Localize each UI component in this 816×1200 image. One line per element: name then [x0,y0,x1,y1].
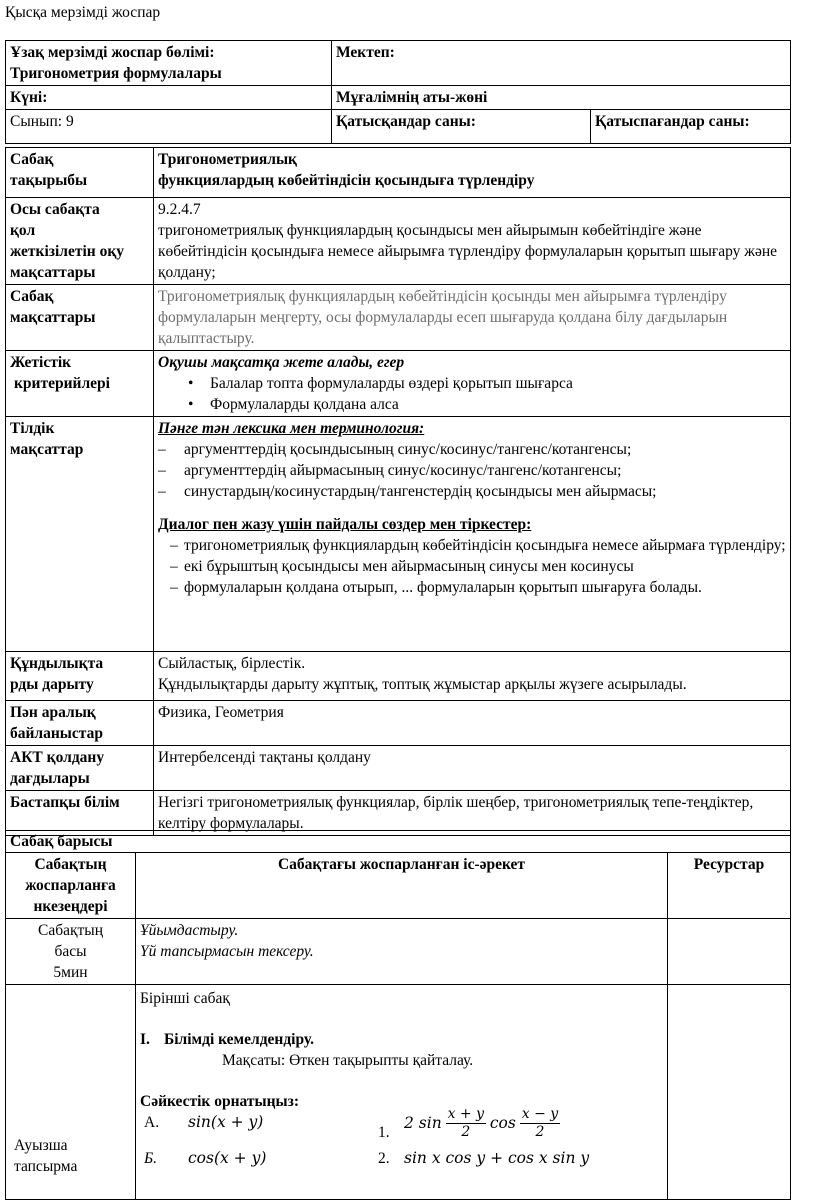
start-stage-1: Сабақтың [38,922,103,939]
stage-header-2: жоспарланға [25,877,116,894]
aim-text: Мақсаты: Өткен тақырыпты қайталау. [222,1052,474,1069]
prior-label: Бастапқы білім [6,791,154,836]
criteria-heading: Оқушы мақсатқа жете алады, егер [158,354,405,371]
objectives-text: тригонометриялық функциялардың қосындысы мен айырымын көбейтіндіге және көбейтіндісін қосындыға немесе айырымға түрлендіру формулаларын қорытып шығару және қолдану; [158,222,778,281]
stage-header-3: нкезеңдері [33,898,108,915]
present-label: Қатысқандар саны: [332,110,591,144]
values-value [154,652,791,701]
section-value: Тригонометрия формулалары [10,65,222,82]
criteria-label-2: критерийлері [14,375,110,392]
ict-label-1: АКТ қолдану [10,749,105,766]
values-line-1: Сыйластық, бірлестік. [158,655,306,672]
formula-2: sin x cos y + cos x sin y [404,1149,590,1167]
phrases-list [158,535,786,598]
section-number: I. [140,1031,150,1048]
criteria-value [154,351,791,417]
language-label-1: Тілдік [10,420,55,437]
cross-label [6,701,154,746]
fraction-1 [446,1106,486,1141]
start-activity [136,919,668,985]
stage-header [6,853,136,919]
option-a-expr: sin(x + y) [188,1113,264,1131]
objectives-value [154,198,791,285]
objectives-code: 9.2.4.7 [158,201,201,218]
option-b-label: Б. [144,1150,158,1167]
fraction-1-numerator: x + y [447,1106,484,1122]
list-item: – аргументтердің қосындысының синус/косинус/тангенс/котангенсы; [158,439,786,460]
ict-value: Интербелсенді тақтаны қолдану [154,746,791,791]
date-label: Күні: [6,86,332,110]
cross-label-2: байланыстар [10,725,103,742]
absent-label: Қатыспағандар саны: [591,110,791,144]
document-title: Қысқа мерзімді жоспар [5,4,161,21]
values-line-2: Құндылықтарды дарыту жұптық, топтық жұмыстар арқылы жүзеге асырылады. [158,676,687,693]
list-item: – екі бұрыштың қосындысы мен айырмасының синусы мен косинусы [158,556,786,577]
fraction-2-denominator: 2 [535,1124,545,1140]
section-cell [6,41,332,86]
oral-stage [6,985,136,1200]
start-line-1: Ұйымдастыру. [140,922,239,939]
cross-label-1: Пән аралық [10,704,96,721]
progress-table [5,830,791,1200]
formula-1 [404,1106,560,1141]
progress-title: Сабақ барысы [6,831,791,853]
start-line-2: Үй тапсырмасын тексеру. [140,943,314,960]
objectives-label [6,198,154,285]
match-row-b [140,1148,663,1178]
topic-value-2: функциялардың көбейтіндісін қосындыға түрлендіру [158,172,535,189]
list-item: • Балалар топта формулаларды өздері қорытып шығарса [158,373,786,394]
teacher-label: Мұғалімнің аты-жөні [332,86,791,110]
start-resources [668,919,791,985]
section-title: Білімді кемелдендіру. [164,1031,314,1048]
oral-activity [136,985,668,1200]
phrases-heading: Диалог пен жазу үшін пайдалы сөздер мен тіркестер: [158,516,532,533]
criteria-list [158,373,786,415]
resources-header: Ресурстар [668,853,791,919]
list-item: – формулаларын қолдана отырып, ... формулаларын қорытып шығаруға болады. [158,577,786,598]
language-label-2: мақсаттар [10,441,84,458]
lesson-label: Бірінші сабақ [140,990,230,1007]
option-b-expr: cos(x + y) [188,1149,267,1167]
terminology-list [158,439,786,502]
oral-stage-2: тапсырма [14,1158,78,1175]
formula-2-number: 2. [378,1150,390,1167]
match-row-a [140,1106,663,1142]
activity-header: Сабақтағы жоспарланған іс-әрекет [136,853,668,919]
cross-value: Физика, Геометрия [154,701,791,746]
goals-label-2: мақсаттары [10,309,96,326]
terminology-heading: Пәнге тән лексика мен терминология: [158,420,425,437]
fraction-2 [520,1106,560,1141]
formula-1-cos: cos [489,1114,516,1132]
topic-label [6,148,154,198]
header-table [5,40,791,144]
topic-label-1: Сабақ [10,151,54,168]
start-stage [6,919,136,985]
section-heading [140,1029,663,1050]
criteria-label [6,351,154,417]
oral-stage-1: Ауызша [14,1137,68,1154]
stage-header-1: Сабақтың [34,856,107,873]
fraction-1-denominator: 2 [461,1124,471,1140]
start-stage-2: басы [54,943,87,960]
topic-value-1: Тригонометриялық [158,151,297,168]
info-table [5,147,791,836]
list-item: • Формулаларды қолдана алса [158,394,786,415]
goals-label [6,285,154,351]
values-label-2: рды дарыту [10,676,94,693]
prior-value: Негізгі тригонометриялық функциялар, бірлік шеңбер, тригонометриялық тепе-теңдіктер, келтіру формулалары. [154,791,791,836]
goals-value: Тригонометриялық функциялардың көбейтіндісін қосынды мен айырымға түрлендіру формулаларын меңгерту, осы формулаларды есеп шығаруда қолдана білу дағдыларын қалыптастыру. [154,285,791,351]
formula-1-number: 1. [378,1124,390,1141]
topic-value [154,148,791,198]
language-value [154,417,791,652]
topic-label-2: тақырыбы [10,172,88,189]
formula-1-prefix: 2 sin [404,1114,442,1132]
list-item: – синустардың/косинустардың/тангенстердің қосындысы мен айырмасы; [158,481,786,502]
goals-label-1: Сабақ [10,288,54,305]
school-label: Мектеп: [332,41,791,86]
objectives-label-3: жеткізілетін оқу [10,243,125,260]
class-label: Сынып: 9 [6,110,332,144]
objectives-label-4: мақсаттары [10,264,96,281]
section-label: Ұзақ мерзімді жоспар бөлімі: [10,44,215,61]
match-title: Сәйкестік орнатыңыз: [140,1093,300,1110]
oral-resources [668,985,791,1200]
ict-label-2: дағдылары [10,770,90,787]
values-label [6,652,154,701]
start-stage-3: 5мин [53,964,88,981]
objectives-label-2: қол [10,222,36,239]
language-label [6,417,154,652]
option-a-label: А. [144,1114,160,1131]
list-item: – аргументтердің айырмасының синус/косинус/тангенс/котангенсы; [158,460,786,481]
ict-label [6,746,154,791]
objectives-label-1: Осы сабақта [10,201,100,218]
list-item: – тригонометриялық функциялардың көбейтіндісін қосындыға немесе айырмаға түрлендіру; [158,535,786,556]
criteria-label-1: Жетістік [10,354,72,371]
values-label-1: Құндылықта [10,655,104,672]
fraction-2-numerator: x − y [521,1106,559,1122]
